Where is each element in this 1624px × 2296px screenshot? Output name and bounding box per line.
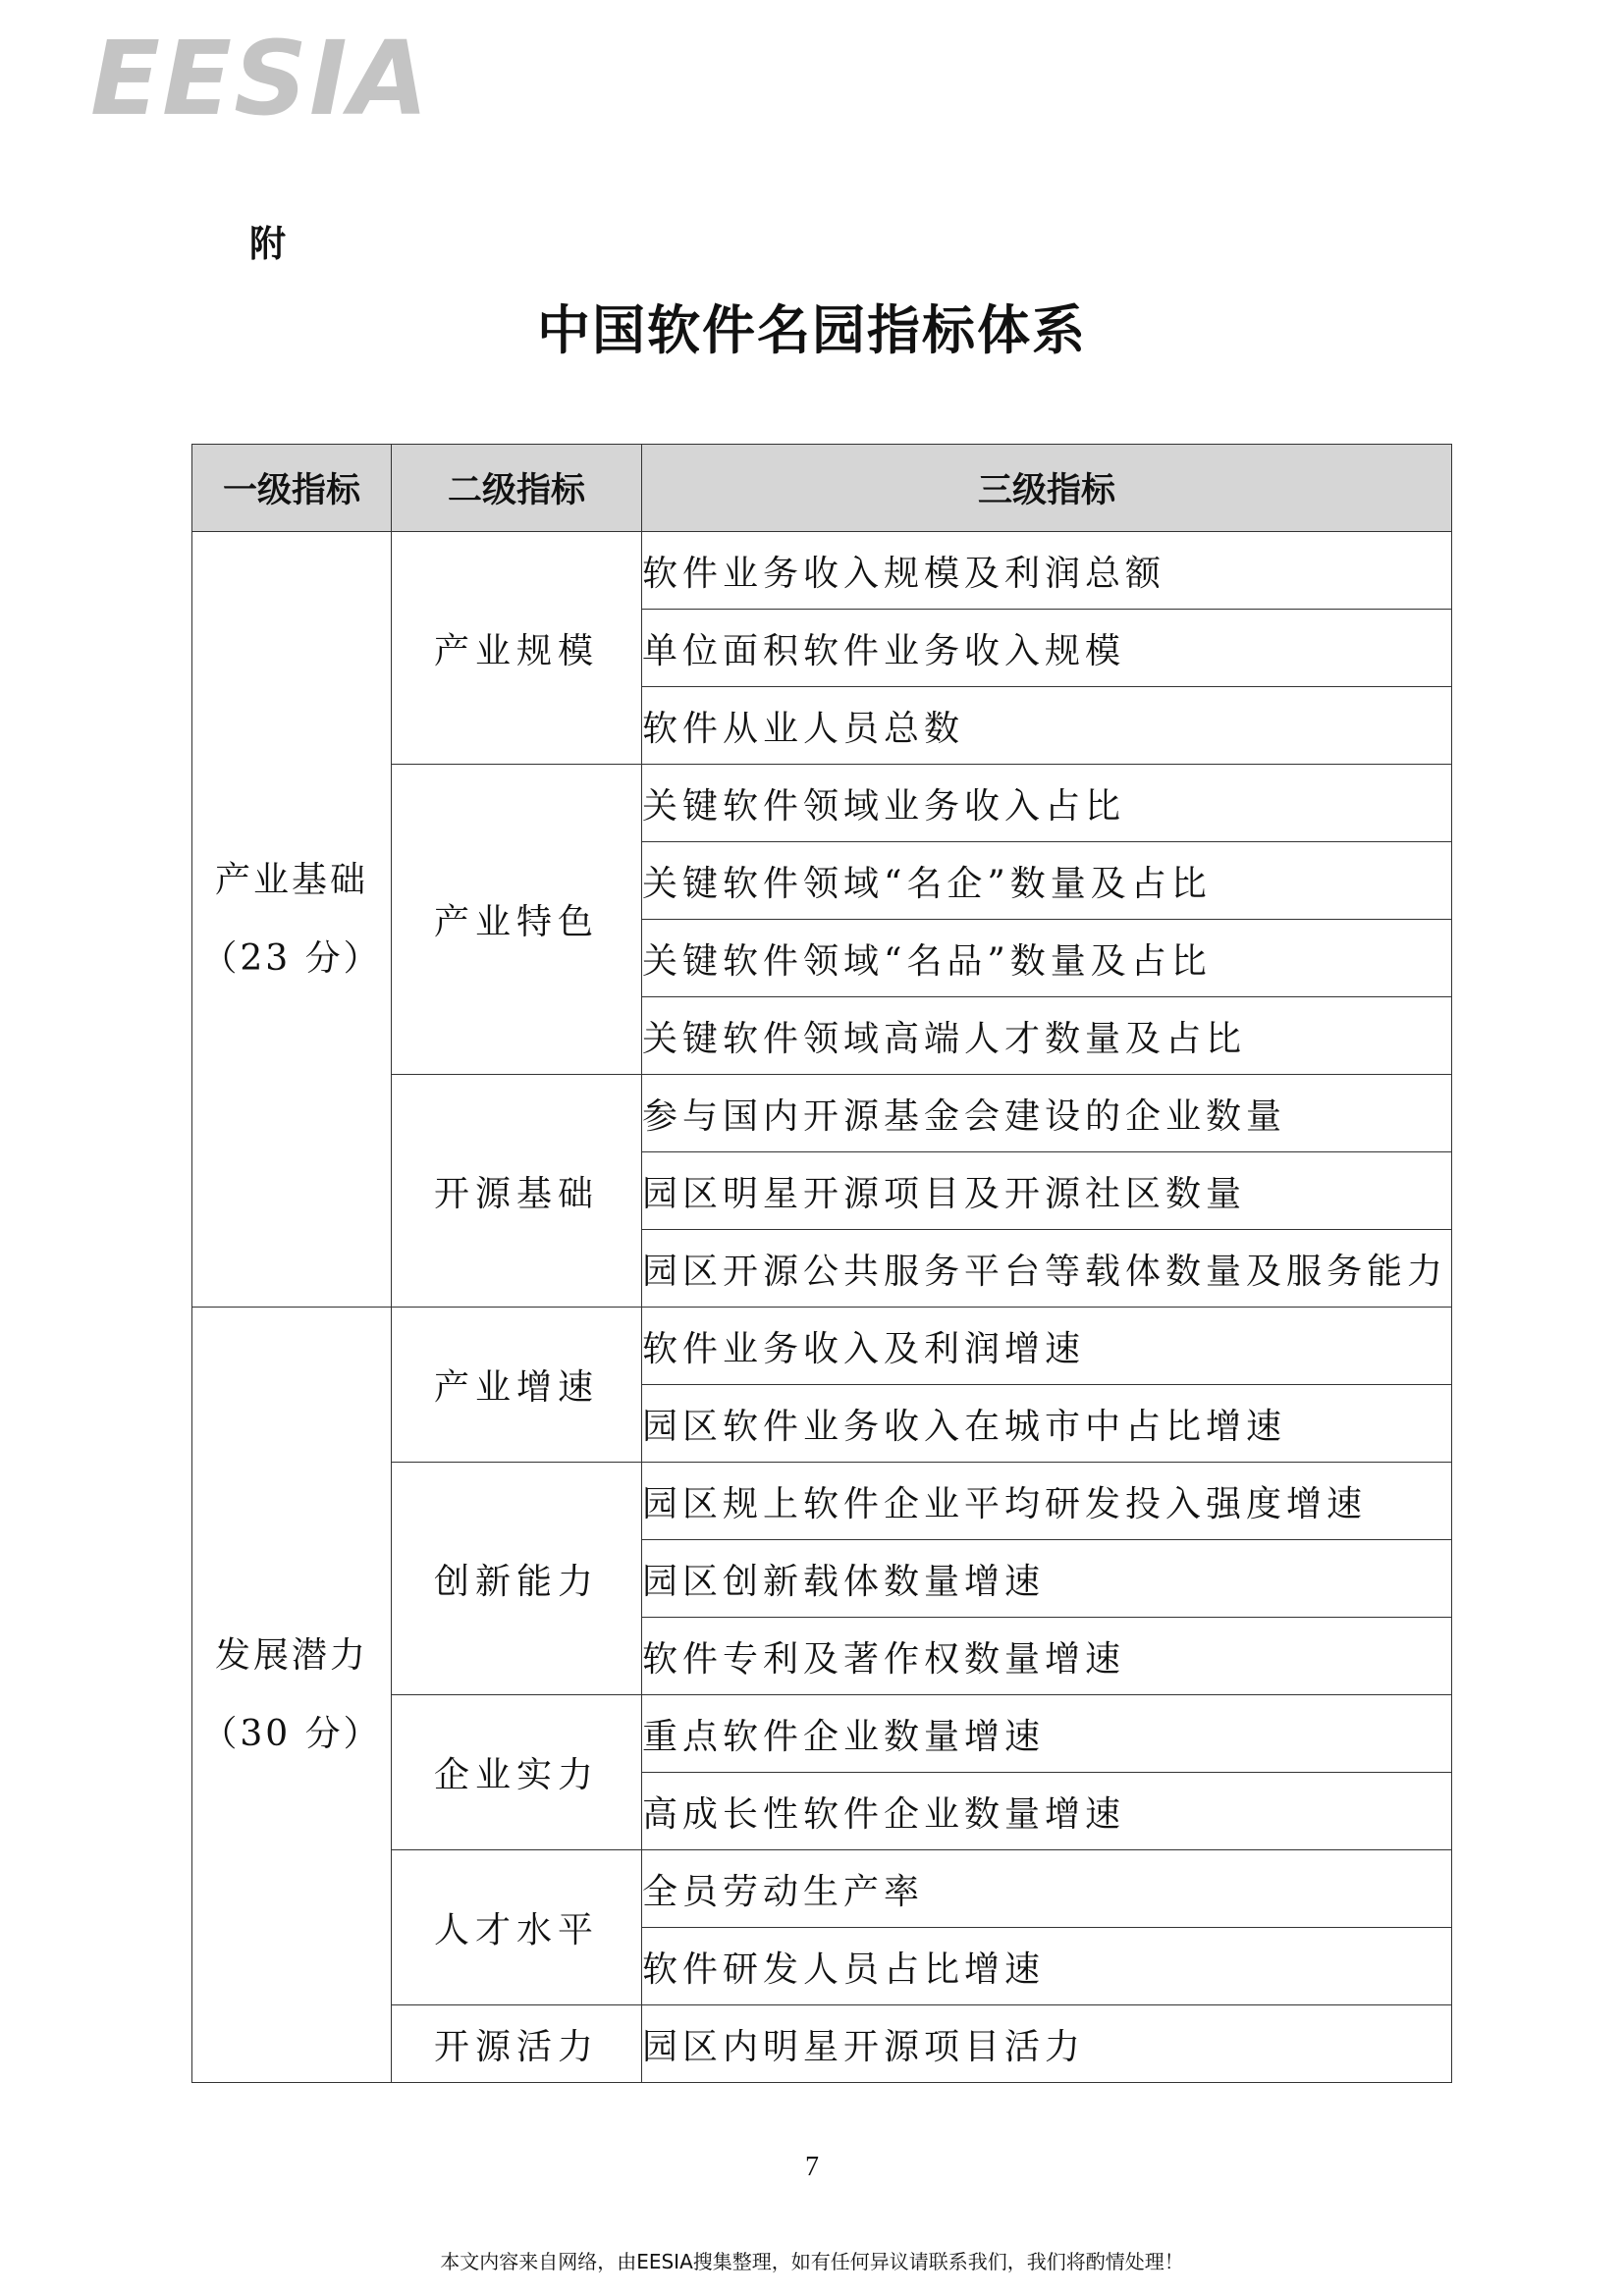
level1-label: 发展潜力 xyxy=(214,1634,368,1676)
indicator-table xyxy=(191,444,1452,2083)
level1-score: （23 分） xyxy=(201,937,382,979)
page-title: 中国软件名园指标体系 xyxy=(537,299,1087,361)
level3-cell: 关键软件领域“名品”数量及占比 xyxy=(642,920,1452,997)
level3-cell: 园区开源公共服务平台等载体数量及服务能力 xyxy=(642,1230,1452,1308)
level3-cell: 关键软件领域业务收入占比 xyxy=(642,765,1452,842)
page-number: 7 xyxy=(805,2152,819,2182)
level2-cell: 人才水平 xyxy=(392,1850,642,2005)
table-row xyxy=(192,532,1452,610)
level3-cell: 单位面积软件业务收入规模 xyxy=(642,610,1452,687)
header-level2: 二级指标 xyxy=(392,445,642,532)
header-level3: 三级指标 xyxy=(642,445,1452,532)
table-header-row xyxy=(192,445,1452,532)
level1-score: （30 分） xyxy=(201,1713,382,1754)
level2-cell: 开源活力 xyxy=(392,2005,642,2083)
level3-cell: 软件研发人员占比增速 xyxy=(642,1928,1452,2005)
level2-cell: 企业实力 xyxy=(392,1695,642,1850)
level3-cell: 重点软件企业数量增速 xyxy=(642,1695,1452,1773)
level3-cell: 参与国内开源基金会建设的企业数量 xyxy=(642,1075,1452,1152)
level2-cell: 创新能力 xyxy=(392,1463,642,1695)
appendix-label: 附 xyxy=(249,223,286,265)
level3-cell: 软件专利及著作权数量增速 xyxy=(642,1618,1452,1695)
level2-cell: 产业规模 xyxy=(392,532,642,765)
level1-cell xyxy=(192,532,392,1308)
level3-cell: 园区内明星开源项目活力 xyxy=(642,2005,1452,2083)
level3-cell: 关键软件领域“名企”数量及占比 xyxy=(642,842,1452,920)
level3-cell: 园区规上软件企业平均研发投入强度增速 xyxy=(642,1463,1452,1540)
level2-cell: 产业特色 xyxy=(392,765,642,1075)
level3-cell: 全员劳动生产率 xyxy=(642,1850,1452,1928)
level1-label: 产业基础 xyxy=(214,859,368,900)
table-row xyxy=(192,1308,1452,1385)
level1-cell xyxy=(192,1308,392,2083)
level3-cell: 高成长性软件企业数量增速 xyxy=(642,1773,1452,1850)
eesia-logo: EESIA xyxy=(90,19,431,138)
header-level1: 一级指标 xyxy=(192,445,392,532)
level3-cell: 关键软件领域高端人才数量及占比 xyxy=(642,997,1452,1075)
level3-cell: 园区明星开源项目及开源社区数量 xyxy=(642,1152,1452,1230)
level3-cell: 园区软件业务收入在城市中占比增速 xyxy=(642,1385,1452,1463)
level2-cell: 开源基础 xyxy=(392,1075,642,1308)
level3-cell: 软件业务收入规模及利润总额 xyxy=(642,532,1452,610)
footer-disclaimer: 本文内容来自网络，由EESIA搜集整理，如有任何异议请联系我们，我们将酌情处理！ xyxy=(440,2250,1184,2273)
level2-cell: 产业增速 xyxy=(392,1308,642,1463)
level3-cell: 软件从业人员总数 xyxy=(642,687,1452,765)
level3-cell: 园区创新载体数量增速 xyxy=(642,1540,1452,1618)
level3-cell: 软件业务收入及利润增速 xyxy=(642,1308,1452,1385)
